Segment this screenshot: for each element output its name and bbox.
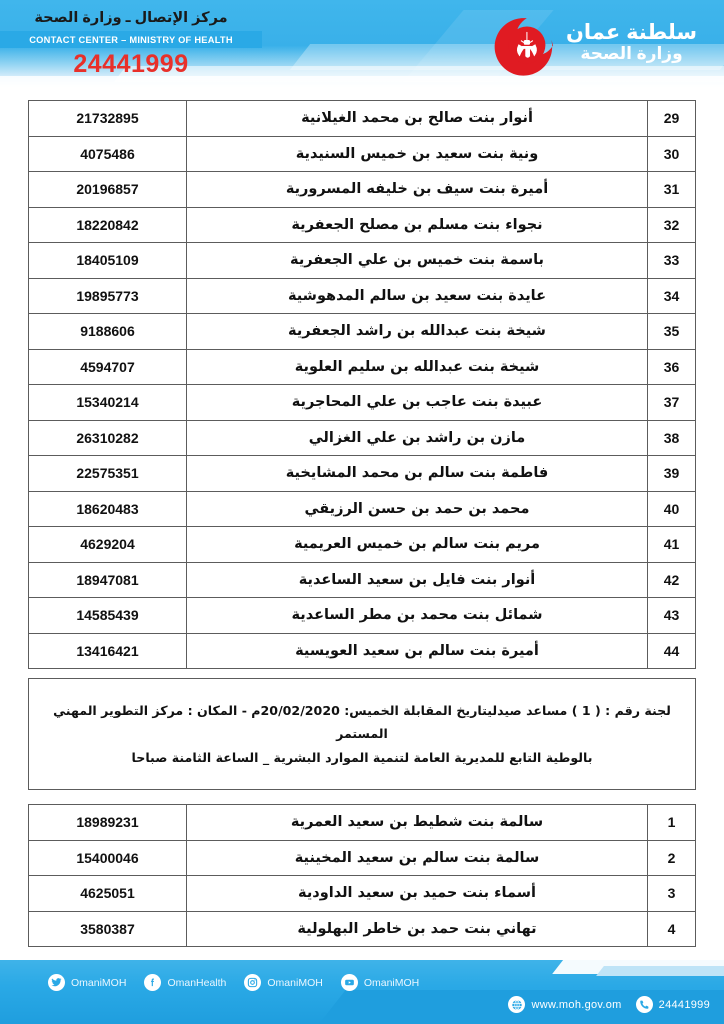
row-number: 3 (648, 876, 696, 912)
row-number: 2 (648, 840, 696, 876)
table-row (29, 136, 696, 172)
committee-note-line2: بالوطية التابع للمديرية العامة لتنمية الموارد البشرية _ الساعة الثامنة صباحا (131, 749, 593, 765)
table-row (29, 349, 696, 385)
row-name: مازن بن راشد بن علي الغزالي (187, 420, 648, 456)
ministry-logo-line2: وزارة الصحة (580, 44, 683, 64)
social-label-instagram: OmaniMOH (267, 976, 323, 989)
table-row (29, 840, 696, 876)
contact-center-phone: 24441999 (73, 50, 189, 78)
row-id: 15400046 (29, 840, 187, 876)
row-id: 18620483 (29, 491, 187, 527)
row-id: 26310282 (29, 420, 187, 456)
row-name: أميرة بنت سالم بن سعيد العويسية (187, 633, 648, 669)
row-name: أنوار بنت صالح بن محمد الغيلانية (187, 101, 648, 137)
row-id: 18989231 (29, 805, 187, 841)
table-row (29, 527, 696, 563)
table-row (29, 876, 696, 912)
row-id: 13416421 (29, 633, 187, 669)
row-id: 4625051 (29, 876, 187, 912)
row-number: 40 (648, 491, 696, 527)
ministry-logo (484, 6, 714, 84)
row-number: 35 (648, 314, 696, 350)
footer-social-links (48, 974, 419, 991)
row-number: 37 (648, 385, 696, 421)
twitter-icon (48, 974, 65, 991)
contact-center-title-band (0, 31, 262, 48)
committee-note-box (28, 678, 696, 790)
applicants-table-top-body (29, 101, 696, 669)
row-id: 4629204 (29, 527, 187, 563)
contact-center-title-arabic: مركز الإتصال ـ وزارة الصحة (34, 10, 228, 26)
page-header (0, 0, 724, 88)
applicants-table-top (28, 100, 696, 669)
footer-website-label: www.moh.gov.om (531, 998, 622, 1011)
table-row (29, 420, 696, 456)
page-footer (0, 960, 724, 1024)
instagram-icon (244, 974, 261, 991)
ministry-logo-text (566, 22, 697, 67)
row-name: سالمة بنت سالم بن سعيد المخينية (187, 840, 648, 876)
row-number: 34 (648, 278, 696, 314)
youtube-icon (341, 974, 358, 991)
row-id: 18220842 (29, 207, 187, 243)
table-row (29, 243, 696, 279)
table-row (29, 278, 696, 314)
row-name: مريم بنت سالم بن خميس العريمية (187, 527, 648, 563)
table-row (29, 633, 696, 669)
row-number: 39 (648, 456, 696, 492)
footer-contact-info (508, 996, 710, 1013)
document-body (0, 88, 724, 960)
footer-phone-label: 24441999 (658, 998, 710, 1011)
row-number: 36 (648, 349, 696, 385)
row-name: نجواء بنت مسلم بن مصلح الجعفرية (187, 207, 648, 243)
row-number: 41 (648, 527, 696, 563)
row-name: فاطمة بنت سالم بن محمد المشايخية (187, 456, 648, 492)
social-link-twitter[interactable] (48, 974, 126, 991)
applicants-table-bottom-body (29, 805, 696, 947)
contact-center-block (0, 8, 262, 79)
row-name: أسماء بنت حميد بن سعيد الداودية (187, 876, 648, 912)
row-id: 20196857 (29, 172, 187, 208)
row-name: ونية بنت سعيد بن خميس السنيدية (187, 136, 648, 172)
row-number: 4 (648, 911, 696, 947)
social-label-facebook: OmanHealth (167, 976, 227, 989)
row-id: 21732895 (29, 101, 187, 137)
row-name: تهاني بنت حمد بن خاطر البهلولية (187, 911, 648, 947)
footer-website[interactable] (508, 996, 621, 1013)
social-label-twitter: OmaniMOH (71, 976, 127, 989)
social-link-facebook[interactable] (144, 974, 226, 991)
row-name: أميرة بنت سيف بن خليفه المسرورية (187, 172, 648, 208)
social-label-youtube: OmaniMOH (363, 976, 420, 989)
phone-icon (636, 996, 653, 1013)
row-name: عايدة بنت سعيد بن سالم المدهوشية (187, 278, 648, 314)
row-name: شيخة بنت عبدالله بن سليم العلوية (187, 349, 648, 385)
row-number: 43 (648, 598, 696, 634)
social-link-instagram[interactable] (244, 974, 322, 991)
row-number: 29 (648, 101, 696, 137)
contact-center-title-english: CONTACT CENTER – MINISTRY OF HEALTH (29, 34, 233, 45)
row-name: عبيدة بنت عاجب بن علي المحاجرية (187, 385, 648, 421)
interview-date: 20/02/2020 (260, 703, 340, 719)
table-row (29, 172, 696, 208)
row-id: 22575351 (29, 456, 187, 492)
row-name: أنوار بنت فايل بن سعيد الساعدية (187, 562, 648, 598)
table-row (29, 911, 696, 947)
table-row (29, 805, 696, 841)
committee-note-text (43, 699, 681, 769)
row-name: سالمة بنت شطيط بن سعيد العمرية (187, 805, 648, 841)
applicants-table-bottom (28, 804, 696, 947)
table-row (29, 598, 696, 634)
footer-decoration-shape (596, 966, 724, 976)
table-row (29, 456, 696, 492)
row-id: 14585439 (29, 598, 187, 634)
row-name: محمد بن حمد بن حسن الرزيقي (187, 491, 648, 527)
table-row (29, 385, 696, 421)
table-row (29, 207, 696, 243)
row-name: شمائل بنت محمد بن مطر الساعدية (187, 598, 648, 634)
row-number: 38 (648, 420, 696, 456)
row-id: 18405109 (29, 243, 187, 279)
ministry-logo-line1: سلطنة عمان (566, 21, 698, 45)
row-id: 18947081 (29, 562, 187, 598)
row-number: 30 (648, 136, 696, 172)
row-id: 4594707 (29, 349, 187, 385)
facebook-icon (144, 974, 161, 991)
table-row (29, 562, 696, 598)
committee-note-line1-part2: م - المكان : مركز التطوير المهني المستمر (53, 703, 388, 742)
footer-phone[interactable] (636, 996, 710, 1013)
row-id: 3580387 (29, 911, 187, 947)
table-row (29, 101, 696, 137)
row-number: 31 (648, 172, 696, 208)
row-id: 19895773 (29, 278, 187, 314)
row-number: 1 (648, 805, 696, 841)
row-number: 44 (648, 633, 696, 669)
row-name: شيخة بنت عبدالله بن راشد الجعفرية (187, 314, 648, 350)
row-id: 15340214 (29, 385, 187, 421)
row-number: 42 (648, 562, 696, 598)
row-number: 32 (648, 207, 696, 243)
row-id: 4075486 (29, 136, 187, 172)
social-link-youtube[interactable] (341, 974, 419, 991)
committee-note-line1-part1: لجنة رقم : ( 1 ) مساعد صيدليتاريخ المقابلة الخميس: (339, 703, 671, 719)
table-row (29, 314, 696, 350)
row-name: باسمة بنت خميس بن علي الجعفرية (187, 243, 648, 279)
table-row (29, 491, 696, 527)
globe-icon (508, 996, 525, 1013)
row-number: 33 (648, 243, 696, 279)
row-id: 9188606 (29, 314, 187, 350)
section-spacer (28, 790, 696, 804)
red-crescent-khanjar-icon (484, 8, 558, 82)
